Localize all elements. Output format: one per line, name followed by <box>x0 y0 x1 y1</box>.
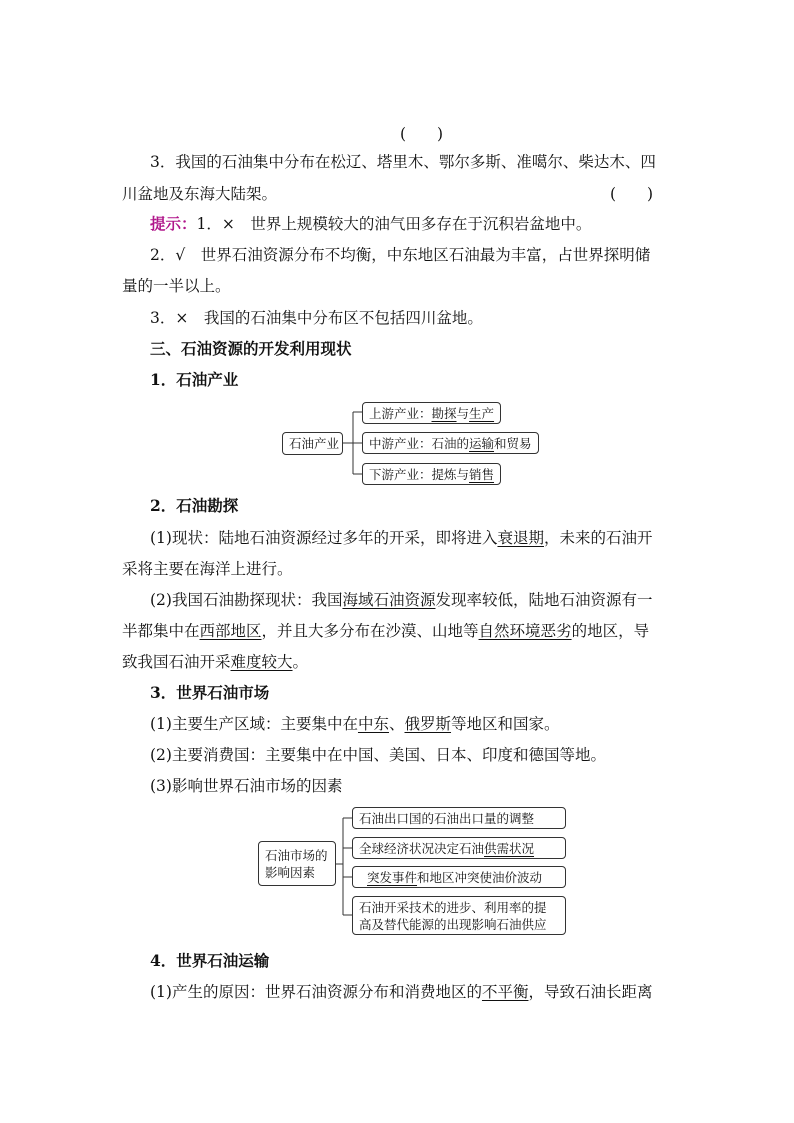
branch-text: 中游产业：石油的 <box>369 436 470 451</box>
text: 发现率较低，陆地石油资源有一 <box>435 591 653 609</box>
branch-line: 石油开采技术的进步、利用率的提 <box>359 900 547 915</box>
text: (1)现状：陆地石油资源经过多年的开采，即将进入 <box>150 529 498 547</box>
subsection-heading: 2．石油勘探 <box>150 496 239 515</box>
text: 半都集中在 <box>122 622 200 640</box>
text: (1)产生的原因：世界石油资源分布和消费地区的 <box>150 983 482 1001</box>
text: ，并且大多分布在沙漠、山地等 <box>261 622 479 640</box>
diagram-factor-events <box>352 866 566 888</box>
key-term: 海域石油资源 <box>342 591 436 609</box>
diagram-root-market-factors <box>258 841 336 886</box>
key-term: 中东 <box>357 715 389 733</box>
text: 等地区和国家。 <box>451 715 560 733</box>
branch-text: 和贸易 <box>494 436 532 451</box>
hint-2-line2: 量的一半以上。 <box>122 277 231 295</box>
hint-3: 3．× 我国的石油集中分布区不包括四川盆地。 <box>150 309 483 327</box>
root-line: 石油市场的 <box>265 848 328 863</box>
hint-label: 提示： <box>150 214 197 233</box>
branch-text: 下游产业：提炼与 <box>369 467 470 482</box>
diagram-branch-downstream <box>362 463 501 485</box>
hint-2-line1: 2．√ 世界石油资源分布不均衡，中东地区石油最为丰富，占世界探明储 <box>150 246 651 264</box>
key-term: 难度较大 <box>230 653 293 671</box>
subsection-heading: 3．世界石油市场 <box>150 683 270 702</box>
diagram-branch-upstream <box>362 402 501 424</box>
branch-key-term: 销售 <box>469 467 495 482</box>
diagram-factor-technology <box>352 896 566 935</box>
question-3-line1: 3．我国的石油集中分布在松辽、塔里木、鄂尔多斯、准噶尔、柴达木、四 <box>150 153 656 171</box>
branch-key-term: 运输 <box>469 436 495 451</box>
section-heading: 三、石油资源的开发利用现状 <box>150 339 352 358</box>
diagram-factor-export-adjust: 石油出口国的石油出口量的调整 <box>352 807 566 829</box>
key-term: 衰退期 <box>497 529 544 547</box>
text: 。 <box>292 653 309 671</box>
paragraph-line: 采将主要在海洋上进行。 <box>122 560 293 578</box>
branch-text: 上游产业： <box>369 406 432 421</box>
branch-key-term: 生产 <box>469 406 495 421</box>
branch-text: 全球经济状况决定石油 <box>359 841 485 856</box>
text: 的地区，导 <box>571 622 650 640</box>
branch-text: 和地区冲突使油价波动 <box>417 870 543 885</box>
key-term: 西部地区 <box>199 622 262 640</box>
root-line: 影响因素 <box>265 865 316 880</box>
paragraph-line <box>150 714 560 734</box>
branch-line: 高及替代能源的出现影响石油供应 <box>359 917 547 932</box>
text: 、 <box>388 715 405 733</box>
paragraph-line <box>122 652 308 672</box>
paragraph-line <box>150 590 653 610</box>
answer-paren: ( ) <box>400 125 444 143</box>
paragraph-line: (2)主要消费国：主要集中在中国、美国、日本、印度和德国等地。 <box>150 746 606 764</box>
diagram-factor-economy <box>352 837 566 859</box>
paragraph-line <box>150 982 653 1002</box>
branch-key-term: 突发事件 <box>367 870 418 885</box>
key-term: 不平衡 <box>481 983 529 1001</box>
hint-1-text: 1．× 世界上规模较大的油气田多存在于沉积岩盆地中。 <box>196 215 592 233</box>
subsection-heading: 4．世界石油运输 <box>150 951 270 970</box>
answer-paren: ( ) <box>610 185 654 203</box>
text: ，导致石油长距离 <box>528 983 653 1001</box>
subsection-heading: 1．石油产业 <box>150 370 239 389</box>
diagram-branch-midstream <box>362 432 539 454</box>
paragraph-line <box>150 528 653 548</box>
branch-key-term: 勘探 <box>431 406 457 421</box>
text: (1)主要生产区域：主要集中在 <box>150 715 358 733</box>
text: ，未来的石油开 <box>543 529 653 547</box>
key-term: 自然环境恶劣 <box>478 622 572 640</box>
text: (2)我国石油勘探现状：我国 <box>150 591 343 609</box>
paragraph-line: (3)影响世界石油市场的因素 <box>150 777 343 795</box>
paragraph-line <box>122 621 649 641</box>
branch-text: 与 <box>456 406 470 421</box>
text: 致我国石油开采 <box>122 653 231 671</box>
question-3-line2: 川盆地及东海大陆架。 <box>122 185 278 203</box>
branch-key-term: 供需状况 <box>484 841 535 856</box>
diagram-root-oil-industry: 石油产业 <box>282 432 343 455</box>
key-term: 俄罗斯 <box>404 715 452 733</box>
